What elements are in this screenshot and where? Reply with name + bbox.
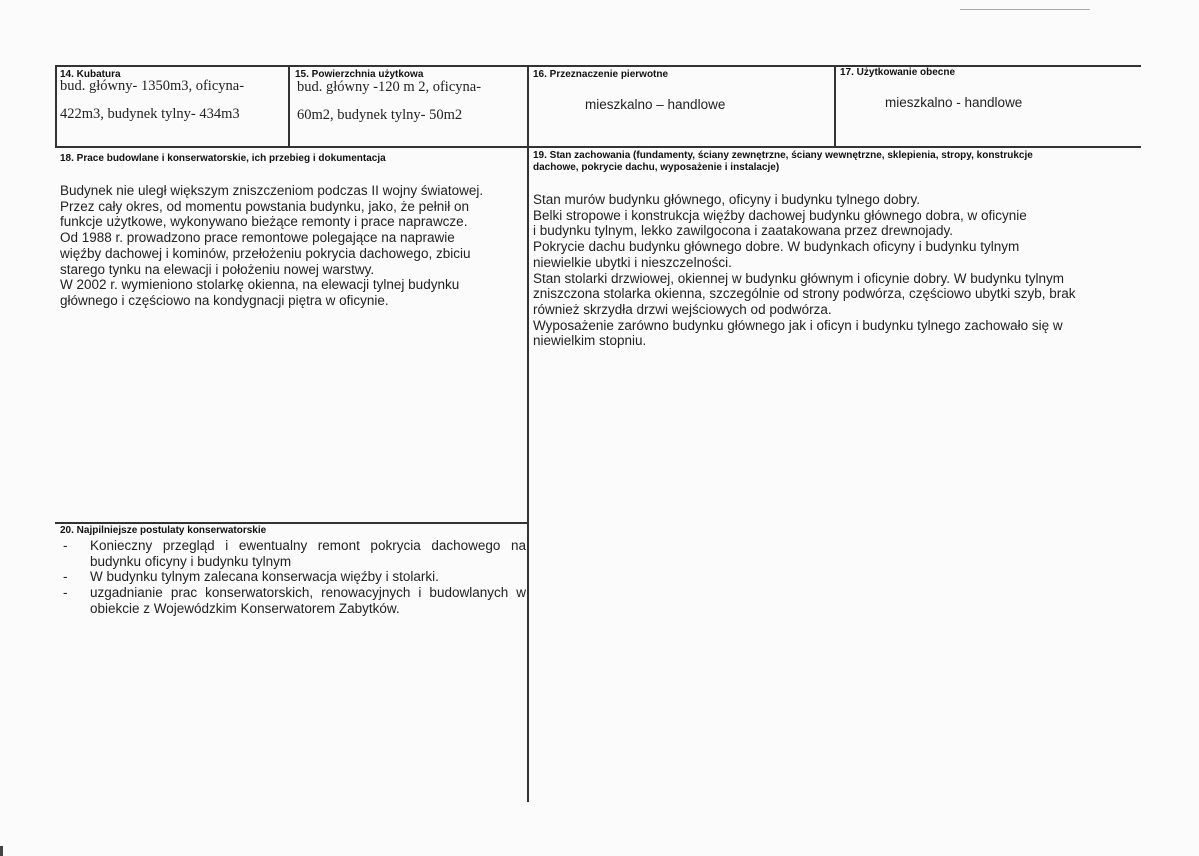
field-15-value-line-2: 60m2, budynek tylny- 50m2 <box>297 107 463 123</box>
column-divider-main <box>527 65 529 802</box>
field-20-label: 20. Najpilniejsze postulaty konserwatorskie <box>60 525 267 536</box>
field-14-value-line-1: bud. główny- 1350m3, oficyna- <box>60 78 245 94</box>
scan-edge-mark <box>0 846 3 856</box>
list-bullet: - <box>63 569 68 585</box>
list-item <box>60 569 526 585</box>
field-19-line: Pokrycie dachu budynku głównego dobre. W budynkach oficyny i budynku tylnym <box>533 239 1020 255</box>
field-18-line: Budynek nie uległ większym zniszczeniom podczas II wojny światowej. <box>60 183 484 198</box>
field-19-line: zniszczona stolarka okienna, szczególnie od strony podwórza, częściowo ubytki szyb, brak <box>533 286 1076 302</box>
list-item <box>60 538 526 569</box>
field-20-list <box>60 538 526 617</box>
field-19-line: Wyposażenie zarówno budynku głównego jak i oficyn i budynku tylnego zachowało się w <box>533 317 1063 333</box>
field-19-line: Stan murów budynku głównego, oficyny i budynku tylnego dobry. <box>533 192 920 207</box>
field-14-label: 14. Kubatura <box>60 69 121 80</box>
field-15-value-line-1: bud. główny -120 m 2, oficyna- <box>297 79 482 95</box>
field-14-value-line-2: 422m3, budynek tylny- 434m3 <box>60 106 240 122</box>
list-item <box>60 585 526 616</box>
field-15-label: 15. Powierzchnia użytkowa <box>295 69 424 80</box>
field-18-line: funkcje użytkowe, wykonywano bieżące remonty i prace naprawcze. <box>60 214 468 230</box>
field-19-label: 19. Stan zachowania (fundamenty, ściany zewnętrzne, ściany wewnętrzne, sklepienia, stropy, konstrukcje dachowe, pokrycie dachu, wyposażenie i instalacje) <box>533 150 1033 173</box>
field-19-line: i budynku tylnym, lekko zawilgocona i zaatakowana przez drewnojady. <box>533 223 953 239</box>
list-item-text: Konieczny przegląd i ewentualny remont pokrycia dachowego na budynku oficyny i budynku tylnym <box>90 538 526 569</box>
table-top-border <box>55 65 1141 67</box>
list-item-text: uzgadnianie prac konserwatorskich, renowacyjnych i budowlanych w obiekcie z Wojewódzkim Konserwatorem Zabytków. <box>90 585 526 616</box>
field-18-line: więźby dachowej i kominów, przełożeniu pokrycia dachowego, zbiciu <box>60 245 471 261</box>
field-18-text <box>60 183 483 309</box>
field-18-line: W 2002 r. wymieniono stolarkę okienna, na elewacji tylnej budynku <box>60 277 460 293</box>
section-20-top-border <box>55 522 528 524</box>
field-17-label: 17. Użytkowanie obecne <box>840 67 956 78</box>
list-bullet: - <box>63 585 68 601</box>
list-bullet: - <box>63 538 68 553</box>
table-left-border <box>55 65 57 147</box>
field-19-line: również skrzydła drzwi wejściowych od podwórza. <box>533 301 832 317</box>
column-divider-16-17 <box>834 65 836 147</box>
scan-artifact-line <box>960 9 1090 10</box>
field-18-label: 18. Prace budowlane i konserwatorskie, ich przebieg i dokumentacja <box>60 153 386 164</box>
field-18-line: Przez cały okres, od momentu powstania budynku, jako, że pełnił on <box>60 198 469 214</box>
field-19-text <box>533 192 1076 349</box>
field-19-line: Stan stolarki drzwiowej, okiennej w budynku głównym i oficynie dobry. W budynku tylnym <box>533 270 1064 286</box>
field-19-line: Belki stropowe i konstrukcja więźby dachowej budynku głównego dobra, w oficynie <box>533 207 1027 223</box>
table-row-divider <box>55 146 1141 148</box>
field-19-line: niewielkie ubytki i nieszczelności. <box>533 254 732 270</box>
field-18-line: głównego i częściowo na kondygnacji piętra w oficynie. <box>60 292 389 308</box>
field-16-value: mieszkalno – handlowe <box>585 97 726 112</box>
list-item-text: W budynku tylnym zalecana konserwacja więźby i stolarki. <box>90 569 439 585</box>
field-17-value: mieszkalno - handlowe <box>885 95 1023 110</box>
field-18-line: Od 1988 r. prowadzono prace remontowe polegające na naprawie <box>60 230 455 246</box>
field-19-line: niewielkim stopniu. <box>533 333 647 349</box>
field-18-line: starego tynku na elewacji i położeniu nowej warstwy. <box>60 261 375 277</box>
field-16-label: 16. Przeznaczenie pierwotne <box>533 69 669 80</box>
column-divider-14-15 <box>288 65 290 147</box>
